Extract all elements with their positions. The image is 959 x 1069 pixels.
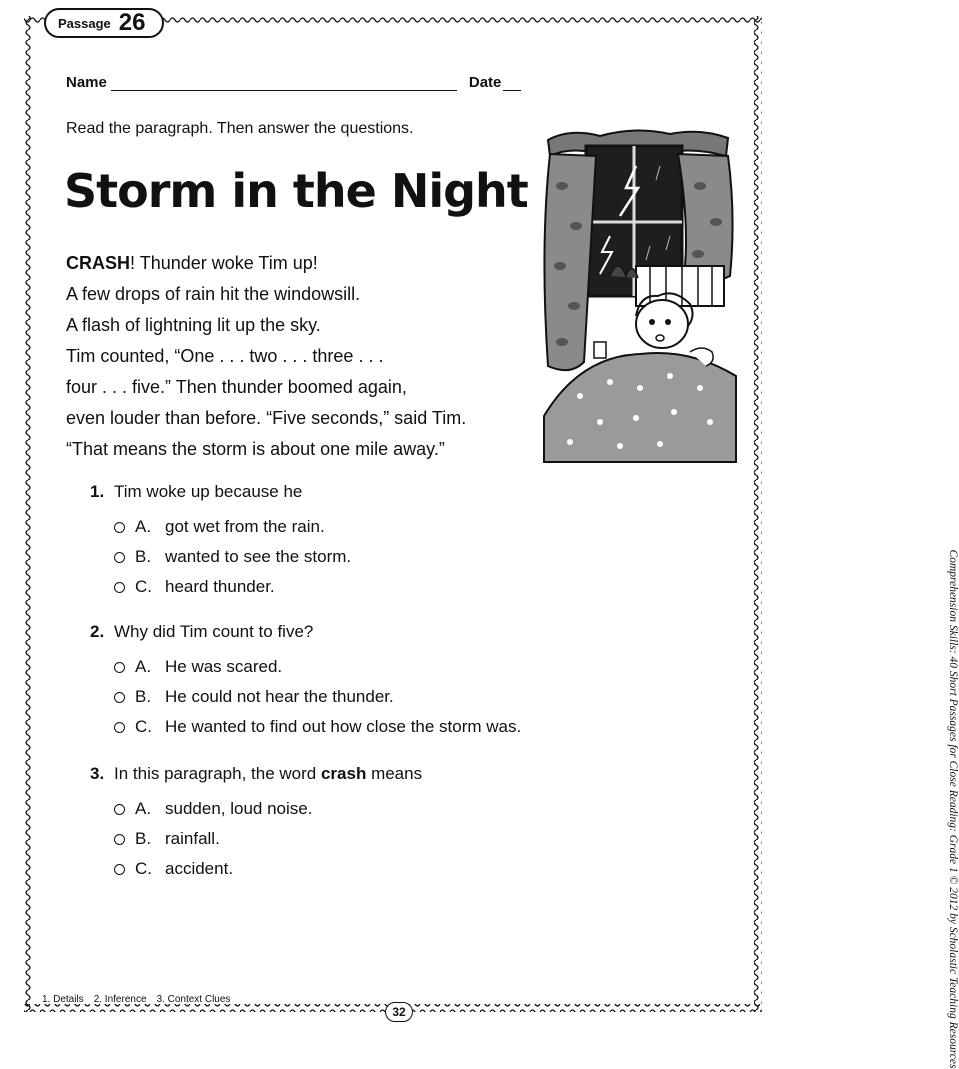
option-text: He wanted to find out how close the storm was. xyxy=(165,717,522,736)
option-text: heard thunder. xyxy=(165,577,275,596)
empty-circle-bubble-icon[interactable] xyxy=(114,864,125,875)
empty-circle-bubble-icon[interactable] xyxy=(114,662,125,673)
option-text: He was scared. xyxy=(165,657,283,676)
answer-option[interactable] xyxy=(90,854,650,884)
reading-passage xyxy=(66,248,566,465)
option-letter: C. xyxy=(135,577,152,596)
skill-label: 2. Inference xyxy=(93,994,147,1005)
passage-line: four . . . five.” Then thunder boomed again, xyxy=(66,377,407,397)
passage-line: A few drops of rain hit the windowsill. xyxy=(66,284,361,304)
option-text: accident. xyxy=(165,859,234,878)
question-number: 2. xyxy=(90,622,105,641)
question-3 xyxy=(90,764,650,884)
option-letter: A. xyxy=(135,799,152,818)
passage-line: A flash of lightning lit up the sky. xyxy=(66,315,321,335)
passage-number: 26 xyxy=(118,9,146,36)
page-number: 32 xyxy=(385,1002,413,1022)
question-1 xyxy=(90,482,650,602)
question-number: 3. xyxy=(90,764,105,783)
date-label: Date xyxy=(468,74,502,91)
passage-line: even louder than before. “Five seconds,” said Tim. xyxy=(66,408,467,428)
answer-option[interactable] xyxy=(90,572,650,602)
question-stem xyxy=(90,622,650,652)
option-text: got wet from the rain. xyxy=(165,517,325,536)
copyright-credit: Comprehension Skills: 40 Short Passages for Close Reading: Grade 1 © 2012 by Scholastic Teaching Resources xyxy=(947,549,959,1069)
name-field-line[interactable] xyxy=(111,76,457,91)
answer-option[interactable] xyxy=(90,794,650,824)
name-date-row xyxy=(66,74,536,91)
passage-line: CRASH! Thunder woke Tim up! xyxy=(66,253,318,273)
answer-option[interactable] xyxy=(90,824,650,854)
question-text: Tim woke up because he xyxy=(114,482,303,501)
empty-circle-bubble-icon[interactable] xyxy=(114,804,125,815)
skill-label: 1. Details xyxy=(42,994,84,1005)
answer-option[interactable] xyxy=(90,652,650,682)
answer-option[interactable] xyxy=(90,682,650,712)
question-stem xyxy=(90,764,650,794)
answer-option[interactable] xyxy=(90,542,650,572)
passage-line: Tim counted, “One . . . two . . . three . . . xyxy=(66,346,384,366)
skills-footer xyxy=(42,994,230,1005)
question-stem xyxy=(90,482,650,512)
instructions: Read the paragraph. Then answer the questions. xyxy=(66,120,414,137)
option-letter: B. xyxy=(135,547,152,566)
question-text: In this paragraph, the word crash means xyxy=(114,764,423,783)
empty-circle-bubble-icon[interactable] xyxy=(114,834,125,845)
passage-line: “That means the storm is about one mile away.” xyxy=(66,439,445,459)
name-label: Name xyxy=(66,74,107,91)
option-letter: C. xyxy=(135,859,152,878)
option-text: sudden, loud noise. xyxy=(165,799,313,818)
option-text: wanted to see the storm. xyxy=(165,547,352,566)
question-number: 1. xyxy=(90,482,105,501)
answer-option[interactable] xyxy=(90,712,650,742)
option-letter: B. xyxy=(135,687,152,706)
empty-circle-bubble-icon[interactable] xyxy=(114,692,125,703)
boy-in-bed-storm-window-illustration xyxy=(540,126,738,462)
crash-vocab-word: crash xyxy=(320,764,367,783)
option-text: He could not hear the thunder. xyxy=(165,687,394,706)
question-2 xyxy=(90,622,650,742)
skill-label: 3. Context Clues xyxy=(156,994,231,1005)
empty-circle-bubble-icon[interactable] xyxy=(114,522,125,533)
answer-option[interactable] xyxy=(90,512,650,542)
question-text: Why did Tim count to five? xyxy=(114,622,314,641)
passage-label xyxy=(44,8,164,38)
empty-circle-bubble-icon[interactable] xyxy=(114,582,125,593)
crash-word: CRASH xyxy=(66,253,131,273)
empty-circle-bubble-icon[interactable] xyxy=(114,552,125,563)
passage-label-word: Passage xyxy=(58,15,111,31)
option-text: rainfall. xyxy=(165,829,220,848)
option-letter: C. xyxy=(135,717,152,736)
option-letter: A. xyxy=(135,657,152,676)
option-letter: A. xyxy=(135,517,152,536)
option-letter: B. xyxy=(135,829,152,848)
empty-circle-bubble-icon[interactable] xyxy=(114,722,125,733)
page-title: Storm in the Night xyxy=(64,164,528,218)
date-field-line[interactable] xyxy=(503,76,521,91)
